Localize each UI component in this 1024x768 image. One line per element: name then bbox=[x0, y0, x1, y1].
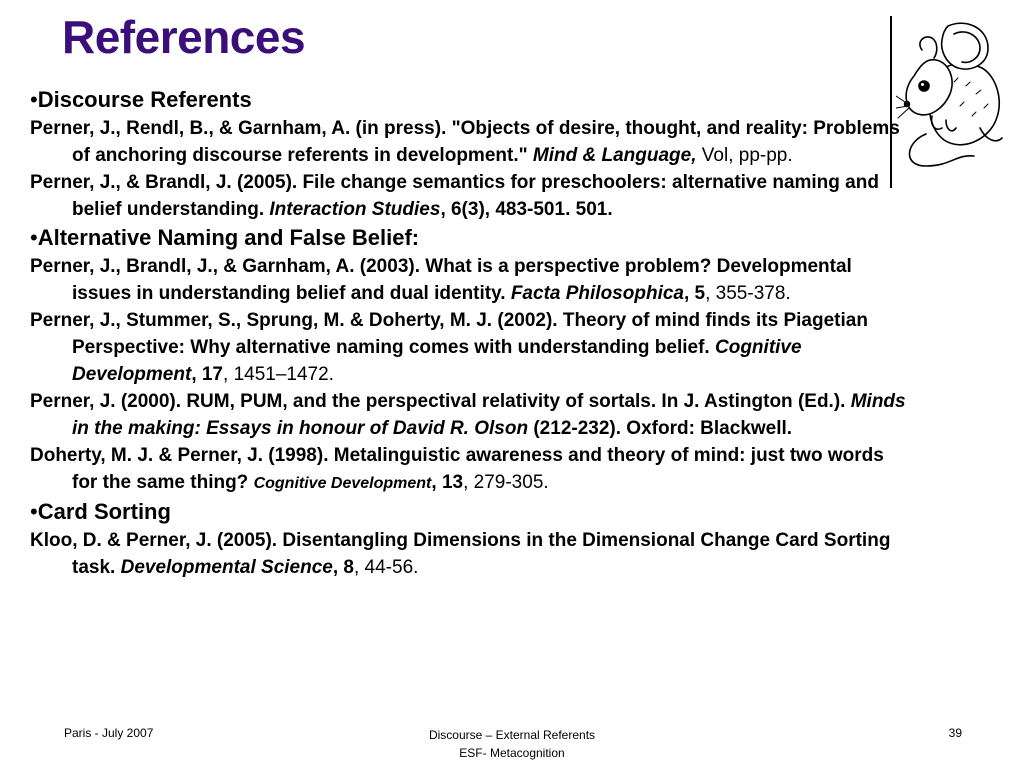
footer-title bbox=[0, 726, 1024, 762]
reference-entry: Perner, J., Rendl, B., & Garnham, A. (in press). "Objects of desire, thought, and reality: Problems of anchoring discourse referents in development." Mind & Language, Vol, pp-pp. bbox=[30, 118, 900, 166]
reference-entry: Perner, J., Stummer, S., Sprung, M. & Doherty, M. J. (2002). Theory of mind finds its Piagetian Perspective: Why alternative naming comes with understanding belief. Cognitive Development, 17, 1451–1472. bbox=[30, 310, 868, 385]
reference-entry: Perner, J., Brandl, J., & Garnham, A. (2003). What is a perspective problem? Developmental issues in understanding belief and dual identity. Facta Philosophica, 5, 355-378. bbox=[30, 256, 852, 304]
footer-title-line2: ESF- Metacognition bbox=[459, 746, 565, 760]
footer-title-line1: Discourse – External Referents bbox=[428, 728, 596, 742]
section-heading: •Card Sorting bbox=[30, 499, 171, 524]
section-heading: •Alternative Naming and False Belief: bbox=[30, 225, 420, 250]
footer-date: Paris - July 2007 bbox=[64, 726, 154, 740]
mouse-illustration-icon bbox=[896, 16, 1020, 172]
section-heading: •Discourse Referents bbox=[30, 87, 252, 112]
reference-entry: Kloo, D. & Perner, J. (2005). Disentangling Dimensions in the Dimensional Change Card Sorting task. Developmental Science, 8, 44-56. bbox=[30, 530, 891, 578]
references-content bbox=[30, 85, 910, 581]
reference-entry: Perner, J. (2000). RUM, PUM, and the perspectival relativity of sortals. In J. Astington (Ed.). Minds in the making: Essays in honour of David R. Olson (212-232). Oxford: Blackwell. bbox=[30, 391, 906, 439]
reference-entry: Perner, J., & Brandl, J. (2005). File change semantics for preschoolers: alternative naming and belief understanding. Interaction Studies, 6(3), 483-501. 501. bbox=[30, 172, 879, 220]
page-number: 39 bbox=[948, 726, 962, 740]
slide-title: References bbox=[62, 11, 306, 63]
reference-entry: Doherty, M. J. & Perner, J. (1998). Metalinguistic awareness and theory of mind: just two words for the same thing? Cognitive Development, 13, 279-305. bbox=[30, 445, 884, 493]
